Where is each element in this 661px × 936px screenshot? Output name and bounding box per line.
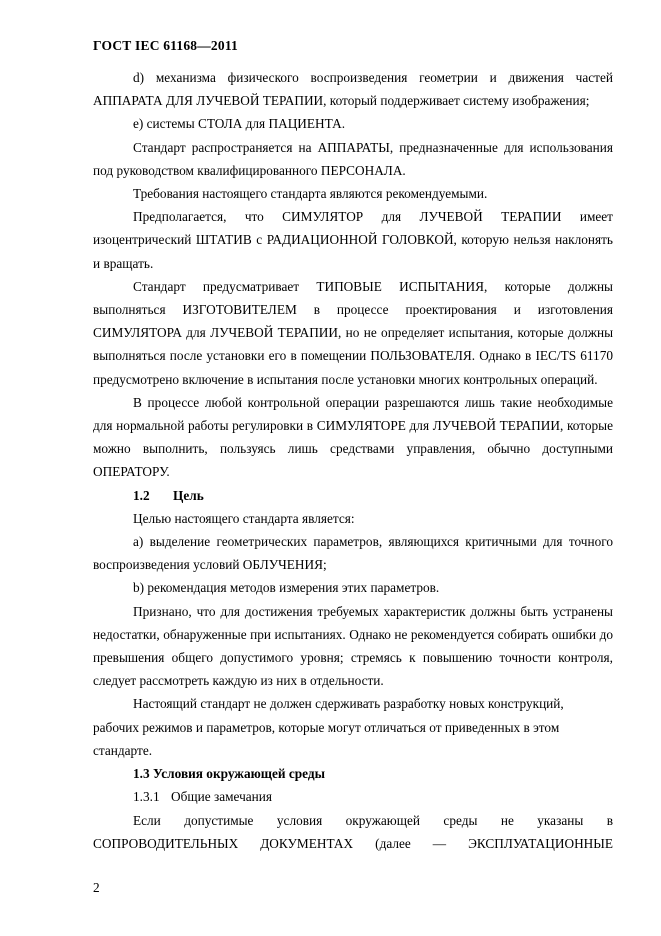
paragraph-environment: Если допустимые условия окружающей среды не указаны в СОПРОВОДИТЕЛЬНЫХ ДОКУМЕНТАХ (далее — ЭКСПЛУАТАЦИОННЫЕ (93, 812, 613, 851)
paragraph-item-e: e) системы СТОЛА для ПАЦИЕНТА. (133, 116, 346, 132)
paragraph-not-restrict: Настоящий стандарт не должен сдерживать разработку новых конструкций, рабочих режимов и параметров, которые могут отличаться от приведенных в этом стандарте. (93, 696, 564, 758)
paragraph-adjustments: В процессе любой контрольной операции разрешаются лишь такие необходимые для нормальной работы регулировки в СИМУЛЯТОРЕ для ЛУЧЕВОЙ ТЕРАПИИ, которые можно выполнить, пользуясь лишь средствами управления, обычно доступными ОПЕРАТОРУ. (93, 394, 613, 480)
paragraph-recommended: Требования настоящего стандарта являются рекомендуемыми. (133, 186, 488, 202)
section-heading-1-3: 1.3 Условия окружающей среды (133, 766, 326, 782)
paragraph-item-d: d) механизма физического воспроизведения геометрии и движения частей АППАРАТА ДЛЯ ЛУЧЕВОЙ ТЕРАПИИ, который поддерживает систему изображения; (93, 70, 613, 109)
paragraph-purpose-intro: Целью настоящего стандарта является: (133, 510, 355, 526)
paragraph-errors: Признано, что для достижения требуемых характеристик должны быть устранены недостатки, обнаруженные при испытаниях. Однако не рекомендуется собирать ошибки до превышения общего допустимого уровня; стремясь к повышению точности контроля, следует рассмотреть каждую из них в отдельности. (93, 603, 613, 689)
paragraph-scope: Стандарт распространяется на АППАРАТЫ, предназначенные для использования под руководством квалифицированного ПЕРСОНАЛА. (93, 139, 613, 178)
page-number: 2 (93, 880, 100, 895)
subsection-number: 1.3.1 (133, 789, 160, 805)
section-heading-1-2 (93, 484, 613, 507)
paragraph-type-tests: Стандарт предусматривает ТИПОВЫЕ ИСПЫТАНИЯ, которые должны выполняться ИЗГОТОВИТЕЛЕМ в процессе проектирования и изготовления СИМУЛЯТОРА для ЛУЧЕВОЙ ТЕРАПИИ, но не определяет испытания, которые должны выполняться после установки его в помещении ПОЛЬЗОВАТЕЛЯ. Однако в IEC/TS 61170 предусмотрено включение в испытания после установки многих контрольных операций. (93, 278, 613, 387)
paragraph-simulator: Предполагается, что СИМУЛЯТОР для ЛУЧЕВОЙ ТЕРАПИИ имеет изоцентрический ШТАТИВ с РАДИАЦИОННОЙ ГОЛОВКОЙ, которую нельзя наклонять и вращать. (93, 209, 613, 271)
paragraph-purpose-a: a) выделение геометрических параметров, являющихся критичными для точного воспроизведения условий ОБЛУЧЕНИЯ; (93, 534, 613, 573)
paragraph-purpose-b: b) рекомендация методов измерения этих параметров. (133, 580, 440, 596)
subsection-title: Общие замечания (171, 789, 273, 805)
section-heading-1-3-1 (93, 785, 613, 808)
section-title: Цель (173, 487, 204, 503)
section-number: 1.2 (133, 487, 150, 503)
document-body (93, 66, 613, 855)
document-header: ГОСТ IEC 61168—2011 (93, 38, 238, 53)
